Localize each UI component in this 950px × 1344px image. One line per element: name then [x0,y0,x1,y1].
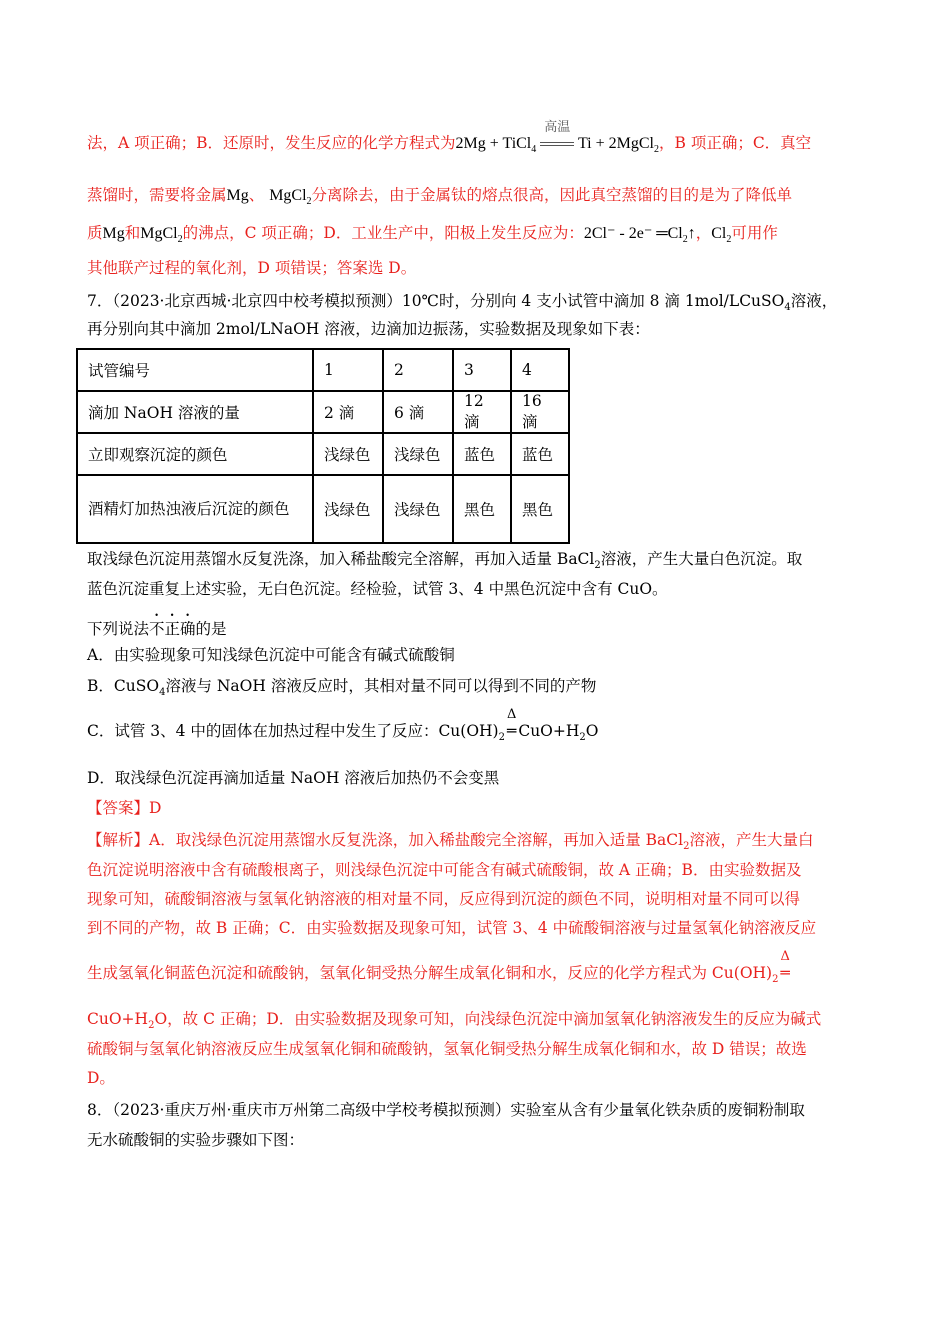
table-cell: 浅绿色 [383,433,453,475]
analysis-line: 蒸馏时，需要将金属Mg、 MgCl$_2$分离除去，由于金属钛的熔点很高，因此真空蒸馏的目的是为了降低单 [87,186,793,208]
analysis-line: D。 [87,1069,115,1087]
analysis-line: 其他联产过程的氧化剂，D 项错误；答案选 D。 [87,259,417,277]
text: 法，A 项正确；B．还原时，发生反应的化学方程式为 [87,134,456,152]
table-row [77,475,569,543]
question-stem: 无水硫酸铜的实验步骤如下图： [87,1131,305,1149]
table-row [77,349,569,391]
option-a: A．由实验现象可知浅绿色沉淀中可能含有碱式硫酸铜 [87,646,455,664]
equation: 2Mg + TiCl$_4$ 高温 Ti + 2MgCl$_2$ [455,119,659,156]
table-cell: 黑色 [511,475,569,543]
analysis-line: 质Mg和MgCl$_2$的沸点，C 项正确；D．工业生产中，阳极上发生反应为：2Cl⁻ - 2e⁻ $═Cl_2↑$，$Cl_2$可用作 [87,224,778,246]
table-cell: 试管编号 [77,349,313,391]
analysis-line: 色沉淀说明溶液中含有硫酸根离子，则浅绿色沉淀中可能含有碱式硫酸铜，故 A 正确；B．由实验数据及 [87,861,802,879]
question-stem: 再分别向其中滴加 2mol/LNaOH 溶液，边滴加边振荡，实验数据及现象如下表： [87,320,650,338]
table-row [77,433,569,475]
option-b: B．CuSO$_4$溶液与 NaOH 溶液反应时，其相对量不同可以得到不同的产物 [87,677,597,699]
analysis-line: $CuO+H_2O$，故 C 正确；D．由实验数据及现象可知，向浅绿色沉淀中滴加氢氧化钠溶液发生的反应为碱式 [87,1010,822,1032]
table-cell: 蓝色 [511,433,569,475]
experiment-table [76,348,570,544]
table-cell: 1 [313,349,383,391]
option-c: C．试管 3、4 中的固体在加热过程中发生了反应：$Cu(OH)_2$ Δ ═ $CuO+H_2O$ [87,707,599,744]
table-cell: 12 滴 [453,391,511,433]
table-cell: 浅绿色 [313,475,383,543]
table-cell: 16 滴 [511,391,569,433]
table-cell: 3 [453,349,511,391]
table-cell: 2 滴 [313,391,383,433]
question-stem: 7．（2023·北京西城·北京四中校考模拟预测）10℃时，分别向 4 支小试管中滴加 8 滴 1mol/LCuSO$_4$溶液， [87,292,838,314]
analysis-line: 到不同的产物，故 B 正确；C．由实验数据及现象可知，试管 3、4 中硫酸铜溶液与过量氢氧化钠溶液反应 [87,919,817,937]
table-row [77,391,569,433]
table-cell: 6 滴 [383,391,453,433]
option-d: D．取浅绿色沉淀再滴加适量 NaOH 溶液后加热仍不会变黑 [87,769,500,787]
table-cell: 4 [511,349,569,391]
text: ，B 项正确；C．真空 [659,134,812,152]
table-cell: 酒精灯加热浊液后沉淀的颜色 [77,475,313,543]
analysis-line: 现象可知，硫酸铜溶液与氢氧化钠溶液的相对量不同，反应得到沉淀的颜色不同，说明相对量不同可以得 [87,890,801,908]
table-cell: 黑色 [453,475,511,543]
table-cell: 2 [383,349,453,391]
analysis-line: 【解析】A．取浅绿色沉淀用蒸馏水反复洗涤，加入稀盐酸完全溶解，再加入适量 BaCl$_2$溶液，产生大量白 [87,831,814,853]
analysis-line [87,119,860,161]
table-cell: 立即观察沉淀的颜色 [77,433,313,475]
answer: 【答案】D [87,799,162,817]
table-cell: 浅绿色 [383,475,453,543]
question-text: 蓝色沉淀重复上述实验，无白色沉淀。经检验，试管 3、4 中黑色沉淀中含有 CuO。 [87,580,668,598]
question-prompt: 下列说法不正确的是 [87,620,227,638]
analysis-line: 生成氢氧化铜蓝色沉淀和硫酸钠，氢氧化铜受热分解生成氧化铜和水，反应的化学方程式为 $Cu(OH)_2$ Δ ═ [87,949,790,986]
table-cell: 浅绿色 [313,433,383,475]
analysis-line: 硫酸铜与氢氧化钠溶液反应生成氢氧化铜和硫酸钠，氢氧化铜受热分解生成氧化铜和水，故 D 错误；故选 [87,1040,807,1058]
question-text: 取浅绿色沉淀用蒸馏水反复洗涤，加入稀盐酸完全溶解，再加入适量 BaCl$_2$溶液，产生大量白色沉淀。取 [87,550,803,572]
table-cell: 滴加 NaOH 溶液的量 [77,391,313,433]
question-stem: 8．（2023·重庆万州·重庆市万州第二高级中学校考模拟预测）实验室从含有少量氧化铁杂质的废铜粉制取 [87,1101,805,1119]
table-cell: 蓝色 [453,433,511,475]
